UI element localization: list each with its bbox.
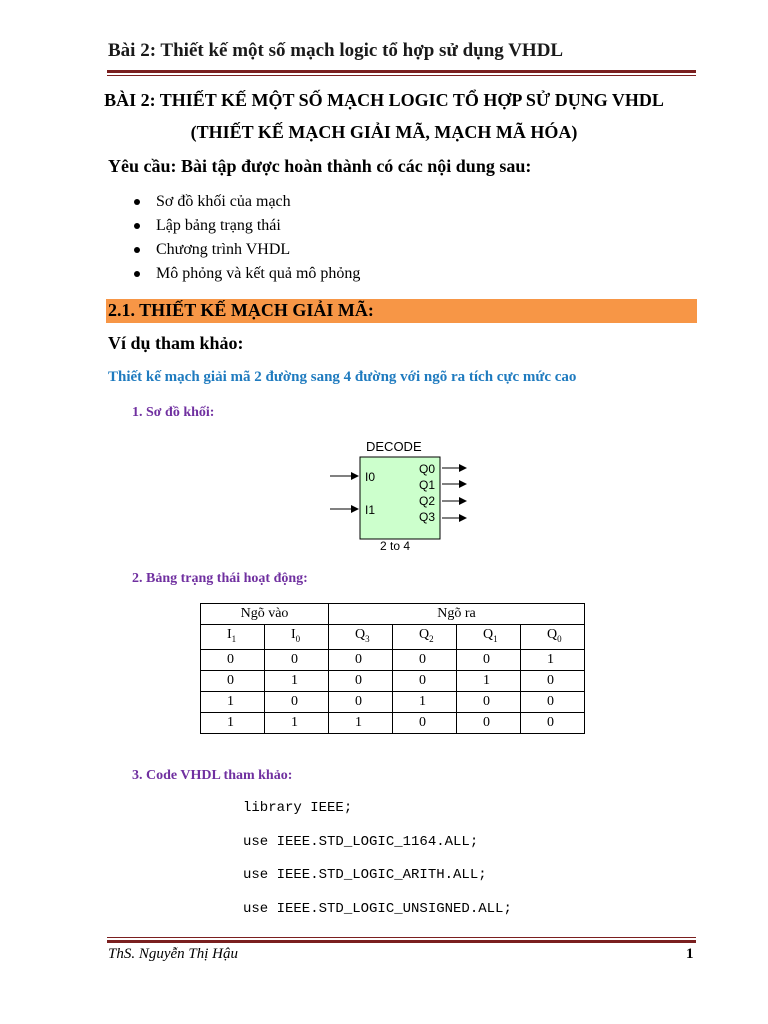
column-header: $I_1$ xyxy=(201,625,265,650)
requirement-heading: Yêu cầu: Bài tập được hoàn thành có các nội dung sau: xyxy=(108,156,532,176)
bullet-icon xyxy=(134,199,140,205)
column-header: $Q_1$ xyxy=(457,625,521,650)
header-rule xyxy=(107,70,696,73)
column-header: $Q_3$ xyxy=(329,625,393,650)
requirement-list xyxy=(108,190,360,286)
input-label-i0: I0 xyxy=(365,470,376,484)
footer-rule-thin xyxy=(107,937,696,938)
table-row: 1 0 0 1 0 0 xyxy=(201,691,585,712)
truth-table xyxy=(200,603,585,734)
code-line: library IEEE; xyxy=(243,800,353,816)
output-label-q1: Q1 xyxy=(419,478,436,492)
list-item: Chương trình VHDL xyxy=(108,238,360,262)
list-item: Lập bảng trạng thái xyxy=(108,214,360,238)
footer-rule xyxy=(107,940,696,943)
column-header: $Q_2$ xyxy=(393,625,457,650)
bullet-icon xyxy=(134,223,140,229)
output-label-q3: Q3 xyxy=(419,510,436,524)
footer-author: ThS. Nguyễn Thị Hậu xyxy=(108,946,239,962)
decoder-block-diagram xyxy=(320,434,480,556)
code-line: use IEEE.STD_LOGIC_1164.ALL; xyxy=(243,834,479,850)
reference-heading: Ví dụ tham khảo: xyxy=(108,333,244,353)
list-item: Mô phỏng và kết quả mô phỏng xyxy=(108,262,360,286)
bullet-icon xyxy=(134,247,140,253)
header-rule-thin xyxy=(107,75,696,76)
code-line: use IEEE.STD_LOGIC_UNSIGNED.ALL; xyxy=(243,901,512,917)
step-vhdl-code: 3. Code VHDL tham khảo: xyxy=(132,768,293,783)
section-heading: 2.1. THIẾT KẾ MẠCH GIẢI MÃ: xyxy=(106,299,697,323)
column-header: $I_0$ xyxy=(265,625,329,650)
decoder-caption: 2 to 4 xyxy=(380,539,411,553)
step-truth-table: 2. Bảng trạng thái hoạt động: xyxy=(132,571,308,586)
example-description: Thiết kế mạch giải mã 2 đường sang 4 đường với ngõ ra tích cực mức cao xyxy=(108,369,577,385)
bullet-icon xyxy=(134,271,140,277)
lesson-subtitle: (THIẾT KẾ MẠCH GIẢI MÃ, MẠCH MÃ HÓA) xyxy=(190,122,578,142)
header-outputs: Ngõ ra xyxy=(329,604,585,625)
output-label-q0: Q0 xyxy=(419,462,436,476)
table-header-row xyxy=(201,604,585,625)
page-header-title: Bài 2: Thiết kế một số mạch logic tổ hợp sử dụng VHDL xyxy=(108,40,564,61)
decoder-name: DECODE xyxy=(366,439,422,454)
output-label-q2: Q2 xyxy=(419,494,436,508)
table-column-row xyxy=(201,625,585,650)
step-block-diagram: 1. Sơ đồ khối: xyxy=(132,405,215,420)
code-line: use IEEE.STD_LOGIC_ARITH.ALL; xyxy=(243,867,487,883)
table-row: 1 1 1 0 0 0 xyxy=(201,712,585,733)
column-header: $Q_0$ xyxy=(521,625,585,650)
table-row: 0 1 0 0 1 0 xyxy=(201,670,585,691)
table-row: 0 0 0 0 0 1 xyxy=(201,649,585,670)
page-number: 1 xyxy=(686,946,694,962)
header-inputs: Ngõ vào xyxy=(201,604,329,625)
input-label-i1: I1 xyxy=(365,503,376,517)
list-item: Sơ đồ khối của mạch xyxy=(108,190,360,214)
lesson-title: BÀI 2: THIẾT KẾ MỘT SỐ MẠCH LOGIC TỔ HỢP SỬ DỤNG VHDL xyxy=(104,90,664,110)
